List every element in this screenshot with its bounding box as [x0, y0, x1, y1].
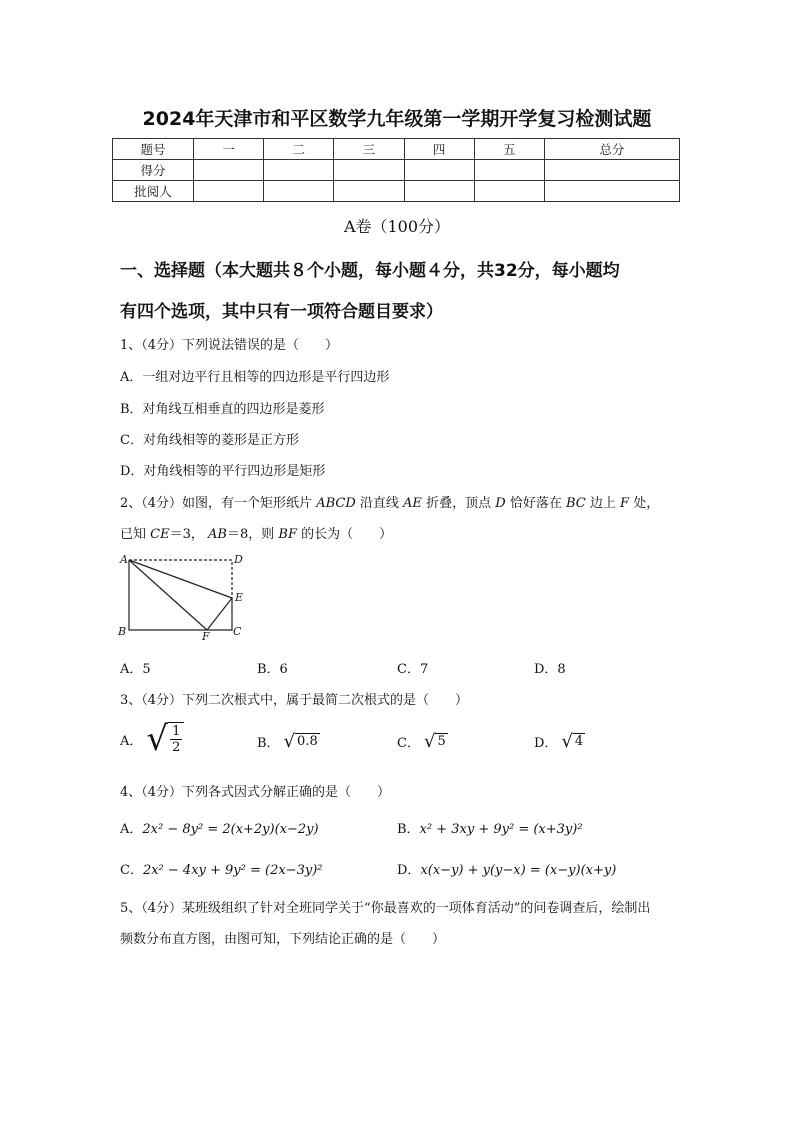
table-cell — [194, 160, 264, 181]
question-3-option-c: C． √ 5 — [397, 730, 446, 752]
figure-fold-line-ae — [129, 560, 232, 598]
question-4-option-c: C．2x² − 4xy + 9y² = (2x−3y)² — [120, 863, 323, 878]
table-cell: 得分 — [113, 160, 194, 181]
table-cell: 二 — [264, 139, 334, 160]
table-cell — [544, 160, 679, 181]
question-2-stem-line2: 已知 CE＝3， AB＝8，则 BF 的长为（ ） — [120, 527, 393, 542]
question-3-option-a: A． √ $\frac{1}{2}$ — [120, 722, 184, 756]
question-1-option-b: B．对角线互相垂直的四边形是菱形 — [120, 402, 325, 417]
question-1-option-c: C．对角线相等的菱形是正方形 — [120, 433, 299, 448]
table-cell — [264, 181, 334, 202]
table-cell — [404, 181, 474, 202]
table-cell — [334, 181, 404, 202]
table-row — [113, 181, 680, 202]
page-title: 2024年天津市和平区数学九年级第一学期开学复习检测试题 — [142, 108, 652, 130]
question-5-stem-line1: 5、（4分）某班级组织了针对全班同学关于“你最喜欢的一项体育活动”的问卷调查后，绘制出 — [120, 901, 651, 916]
question-4-option-d: D．x(x−y) + y(y−x) = (x−y)(x+y) — [397, 863, 617, 878]
question-1-option-a: A．一组对边平行且相等的四边形是平行四边形 — [120, 370, 390, 385]
question-3-stem: 3、（4分）下列二次根式中，属于最简二次根式的是（ ） — [120, 693, 469, 708]
figure-label-c: C — [233, 625, 242, 638]
table-row — [113, 139, 680, 160]
question-2-option-c: C．7 — [397, 662, 429, 677]
question-2-option-a: A．5 — [120, 662, 151, 677]
table-cell — [404, 160, 474, 181]
section-title: A卷（100分） — [343, 217, 451, 236]
figure-label-a: A — [120, 553, 128, 566]
table-cell: 题号 — [113, 139, 194, 160]
rectangle-fold-figure — [112, 548, 252, 648]
table-cell — [474, 160, 544, 181]
table-cell: 四 — [404, 139, 474, 160]
figure-line-af — [129, 560, 207, 630]
sqrt-symbol: √ $\frac{1}{2}$ — [146, 722, 184, 756]
question-1-stem: 1、（4分）下列说法错误的是（ ） — [120, 338, 339, 353]
figure-line-fe — [207, 598, 232, 630]
question-4-stem: 4、（4分）下列各式因式分解正确的是（ ） — [120, 785, 391, 800]
figure-label-b: B — [118, 625, 127, 638]
question-4-option-a: A．2x² − 8y² = 2(x+2y)(x−2y) — [120, 822, 319, 837]
score-table — [112, 138, 680, 202]
table-cell — [544, 181, 679, 202]
question-3-option-b: B． √ 0.8 — [257, 730, 318, 752]
table-cell — [194, 181, 264, 202]
question-3-option-d: D． √ 4 — [534, 730, 584, 752]
figure-label-e: E — [235, 591, 244, 604]
figure-rect-outline — [129, 560, 232, 630]
question-2-stem-line1: 2、（4分）如图，有一个矩形纸片 ABCD 沿直线 AE 折叠，顶点 D 恰好落在 BC 边上 F 处， — [120, 496, 660, 511]
part-heading-line2: 有四个选项，其中只有一项符合题目要求） — [120, 302, 443, 322]
figure-label-f: F — [202, 630, 210, 643]
question-4-option-b: B．x² + 3xy + 9y² = (x+3y)² — [397, 822, 583, 837]
question-2-option-d: D．8 — [534, 662, 566, 677]
table-cell — [334, 160, 404, 181]
table-cell: 三 — [334, 139, 404, 160]
table-row — [113, 160, 680, 181]
question-2-option-b: B．6 — [257, 662, 288, 677]
question-5-stem-line2: 频数分布直方图，由图可知，下列结论正确的是（ ） — [120, 932, 446, 947]
table-cell: 总分 — [544, 139, 679, 160]
table-cell: 批阅人 — [113, 181, 194, 202]
table-cell: 五 — [474, 139, 544, 160]
table-cell — [264, 160, 334, 181]
table-cell — [474, 181, 544, 202]
figure-label-d: D — [234, 553, 243, 566]
question-1-option-d: D．对角线相等的平行四边形是矩形 — [120, 464, 326, 479]
table-cell: 一 — [194, 139, 264, 160]
part-heading-line1: 一、选择题（本大题共８个小题，每小题４分，共32分，每小题均 — [120, 261, 620, 281]
